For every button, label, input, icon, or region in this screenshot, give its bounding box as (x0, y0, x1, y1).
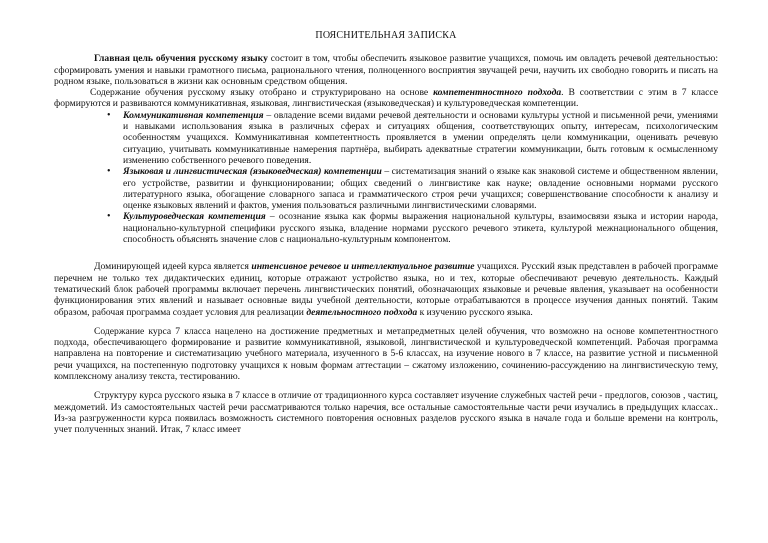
content-text-before: Содержание обучения русскому языку отобрано и структурировано на основе (90, 87, 434, 99)
idea-emph: интенсивное речевое и интеллектуальное развитие (251, 261, 475, 273)
paragraph-content (54, 87, 718, 110)
page-title: ПОЯСНИТЕЛЬНАЯ ЗАПИСКА (315, 30, 457, 41)
competences-list (54, 110, 718, 246)
paragraph-course-content (54, 326, 718, 382)
spacer (54, 318, 718, 326)
course-content-text: Содержание курса 7 класса нацелено на достижение предметных и метапредметных целей обучения, что возможно на основе компетентностного подхода, обеспечивающего формирование и развитие коммуникативной, языковой, лингвистической и культуроведческой компетенций. Рабочая программа направлена на повторение и систематизацию учебного материала, изученного в 5-6 классах, на изучение нового в 7 классе, на развитие устной и письменной речи учащихся, на постепенную подготовку учащихся к новым формам аттестации – сжатому изложению, сочинению-рассуждению на лингвистическую тему, комплексному анализу текста, тестированию. (54, 325, 718, 383)
list-item (123, 211, 718, 245)
idea-text-middle: учащихся. Русский язык представлен в рабочей программе перечнем не только тех дидактических единиц, которые отражают устройство языка, но и тех, которые обеспечивают речевую деятельность. Каждый тематический блок рабочей программы включает перечень лингвистических понятий, обозначающих языковые и речевые явления, указывает на особенности функционирования этих явлений и называет основные виды учебной деятельности, которые отрабатываются в процессе изучения данных понятий. Таким образом, рабочая программа создает условия для реализации (54, 261, 718, 318)
spacer (54, 253, 718, 261)
idea-emph-2: деятельностного подхода (306, 306, 418, 318)
content-emph: компетентностного подхода (433, 87, 562, 99)
competence-term: Коммуникативная компетенция (123, 109, 264, 121)
spacer (54, 382, 718, 390)
paragraph-course-structure (54, 390, 718, 435)
competence-text: – овладение всеми видами речевой деятельности и основами культуры устной и письменной речи, умениями и навыками использования языка в различных сферах и ситуациях общения, соответствующих опыту, интересам, психологическим особенностям учащихся. Коммуникативная компетентность проявляется в умении определять цели коммуникации, оценивать речевую ситуацию, учитывать коммуникативные намерения партнёра, выбирать адекватные стратегии коммуникации, быть готовым к осмысленному изменению собственного речевого поведения. (123, 109, 718, 166)
list-item (123, 166, 718, 211)
goal-text: состоит в том, чтобы обеспечить языковое развитие учащихся, помочь им овладеть речевой деятельностью: сформировать умения и навыки грамотного письма, рационального чтения, полноценного восприятия звучащей речи, научить их свободно говорить и писать на родном языке, пользоваться в жизни как основным средством общения. (54, 53, 718, 87)
competence-term: Языковая и лингвистическая (языковедческая) компетенции (123, 166, 382, 178)
competence-text: – осознание языка как формы выражения национальной культуры, взаимосвязи языка и истории народа, национально-культурной специфики русского языка, владение нормами русского речевого этикета, культурой межнационального общения, способность объяснять значение слов с национально-культурным компонентом. (123, 211, 718, 246)
idea-text-before: Доминирующей идеей курса является (94, 261, 252, 273)
course-structure-text: Структуру курса русского языка в 7 классе в отличие от традиционного курса составляет изучение служебных частей речи - предлогов, союзов , частиц, междометий. Из самостоятельных частей речи рассматриваются только наречия, все остальные самостоятельные части речи изучались в предыдущих классах.. Из-за разгруженности курса появилась возможность системного повторения основных разделов русского языка в начале года и больше времени на контроль, учет полученных знаний. Итак, 7 класс имеет (54, 390, 718, 436)
content-text-after: . В соответствии с этим в 7 классе формируются и развиваются коммуникативная, языковая, лингвистическая (языковедческая) и культуроведческая компетенции. (54, 87, 719, 110)
goal-lead: Главная цель обучения русскому языку (94, 53, 268, 65)
paragraph-goal (54, 53, 718, 87)
competence-text: – систематизация знаний о языке как знаковой системе и общественном явлении, его устройстве, развитии и функционировании; общих сведений о лингвистике как науке; овладение основными нормами русского литературного языка, обогащение словарного запаса и грамматического строя речи учащихся; совершенствование способности к анализу и оценке языковых явлений и фактов, умения пользоваться различными лингвистическими словарями. (123, 166, 718, 212)
paragraph-dominant-idea (54, 261, 718, 317)
list-item (123, 110, 718, 166)
spacer (54, 245, 718, 253)
competence-term: Культуроведческая компетенция (123, 211, 266, 223)
idea-text-after: к изучению русского языка. (417, 306, 533, 318)
